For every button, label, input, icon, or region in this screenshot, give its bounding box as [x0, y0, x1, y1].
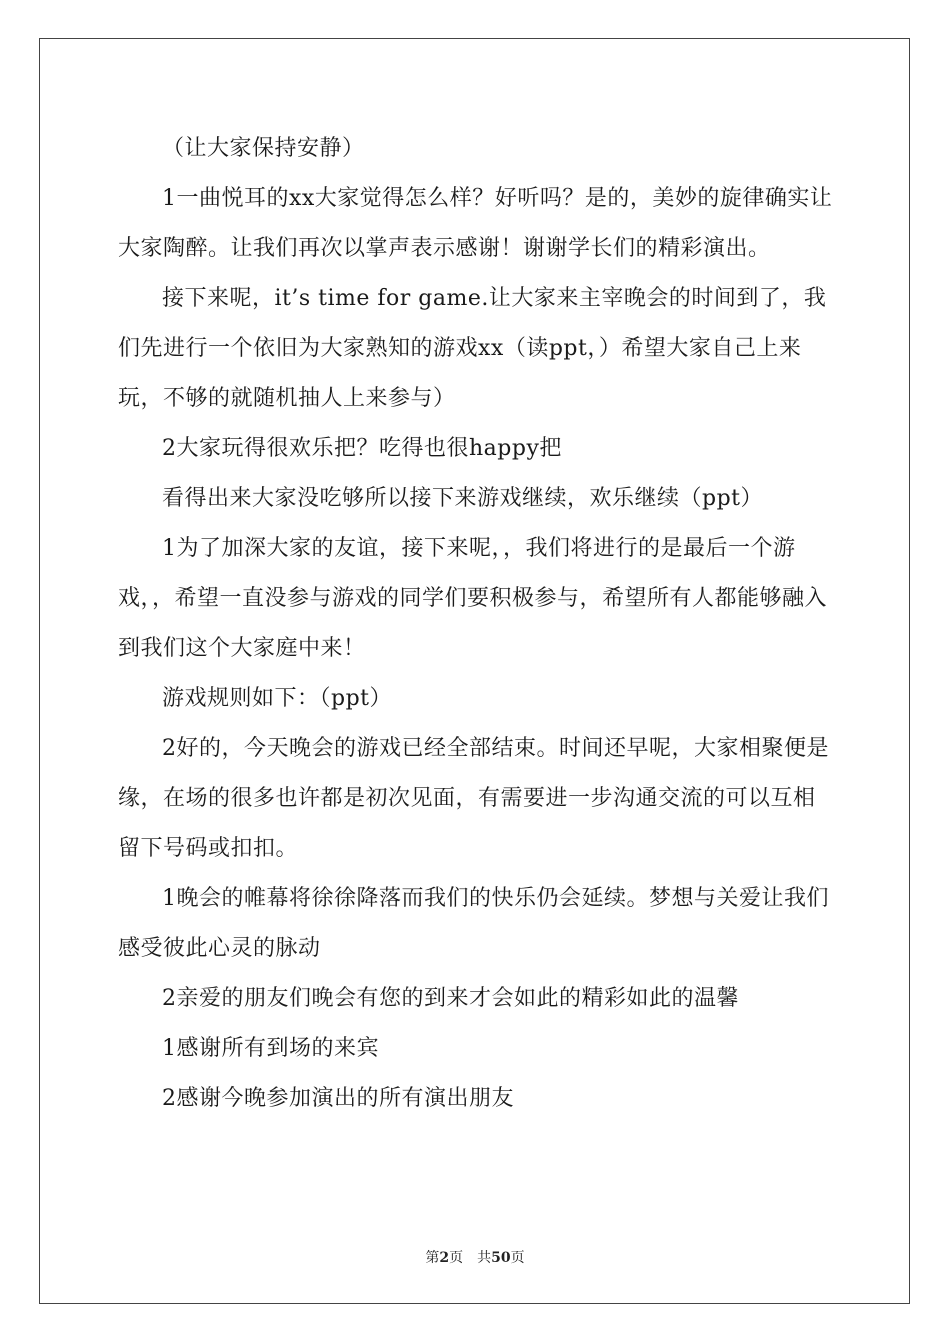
- page-prefix: 第: [425, 1250, 440, 1266]
- paragraph: 游戏规则如下：（ppt）: [162, 686, 393, 711]
- paragraph: 1为了加深大家的友谊，接下来呢，，我们将进行的是最后一个游戏，，希望一直没参与游戏的同学们要积极参与，希望所有人都能够融入到我们这个大家庭中来！: [118, 536, 828, 661]
- total-pages: 50: [491, 1250, 511, 1266]
- document-body: [118, 124, 834, 1124]
- page-number: 2: [439, 1250, 450, 1266]
- total-suffix: 页: [510, 1250, 525, 1266]
- page-footer: [0, 1247, 950, 1267]
- paragraph: 2亲爱的朋友们晚会有您的到来才会如此的精彩如此的温馨: [162, 986, 739, 1011]
- page-suffix: 页: [449, 1250, 464, 1266]
- paragraph: （让大家保持安静）: [162, 136, 365, 161]
- paragraph: 1一曲悦耳的xx大家觉得怎么样？好听吗？是的，美妙的旋律确实让大家陶醉。让我们再次以掌声表示感谢！谢谢学长们的精彩演出。: [118, 186, 833, 261]
- total-prefix: 共: [477, 1250, 492, 1266]
- paragraph: 看得出来大家没吃够所以接下来游戏继续，欢乐继续（ppt）: [162, 486, 764, 511]
- paragraph: 2好的，今天晚会的游戏已经全部结束。时间还早呢，大家相聚便是缘，在场的很多也许都是初次见面，有需要进一步沟通交流的可以互相留下号码或扣扣。: [118, 736, 829, 861]
- paragraph: 接下来呢，it’s time for game.让大家来主宰晚会的时间到了，我们先进行一个依旧为大家熟知的游戏xx（读ppt，）希望大家自己上来玩，不够的就随机抽人上来参与）: [118, 286, 827, 411]
- paragraph: 1感谢所有到场的来宾: [162, 1036, 379, 1061]
- paragraph: 2大家玩得很欢乐把？吃得也很happy把: [162, 436, 562, 461]
- paragraph: 2感谢今晚参加演出的所有演出朋友: [162, 1086, 514, 1111]
- paragraph: 1晚会的帷幕将徐徐降落而我们的快乐仍会延续。梦想与关爱让我们感受彼此心灵的脉动: [118, 886, 829, 961]
